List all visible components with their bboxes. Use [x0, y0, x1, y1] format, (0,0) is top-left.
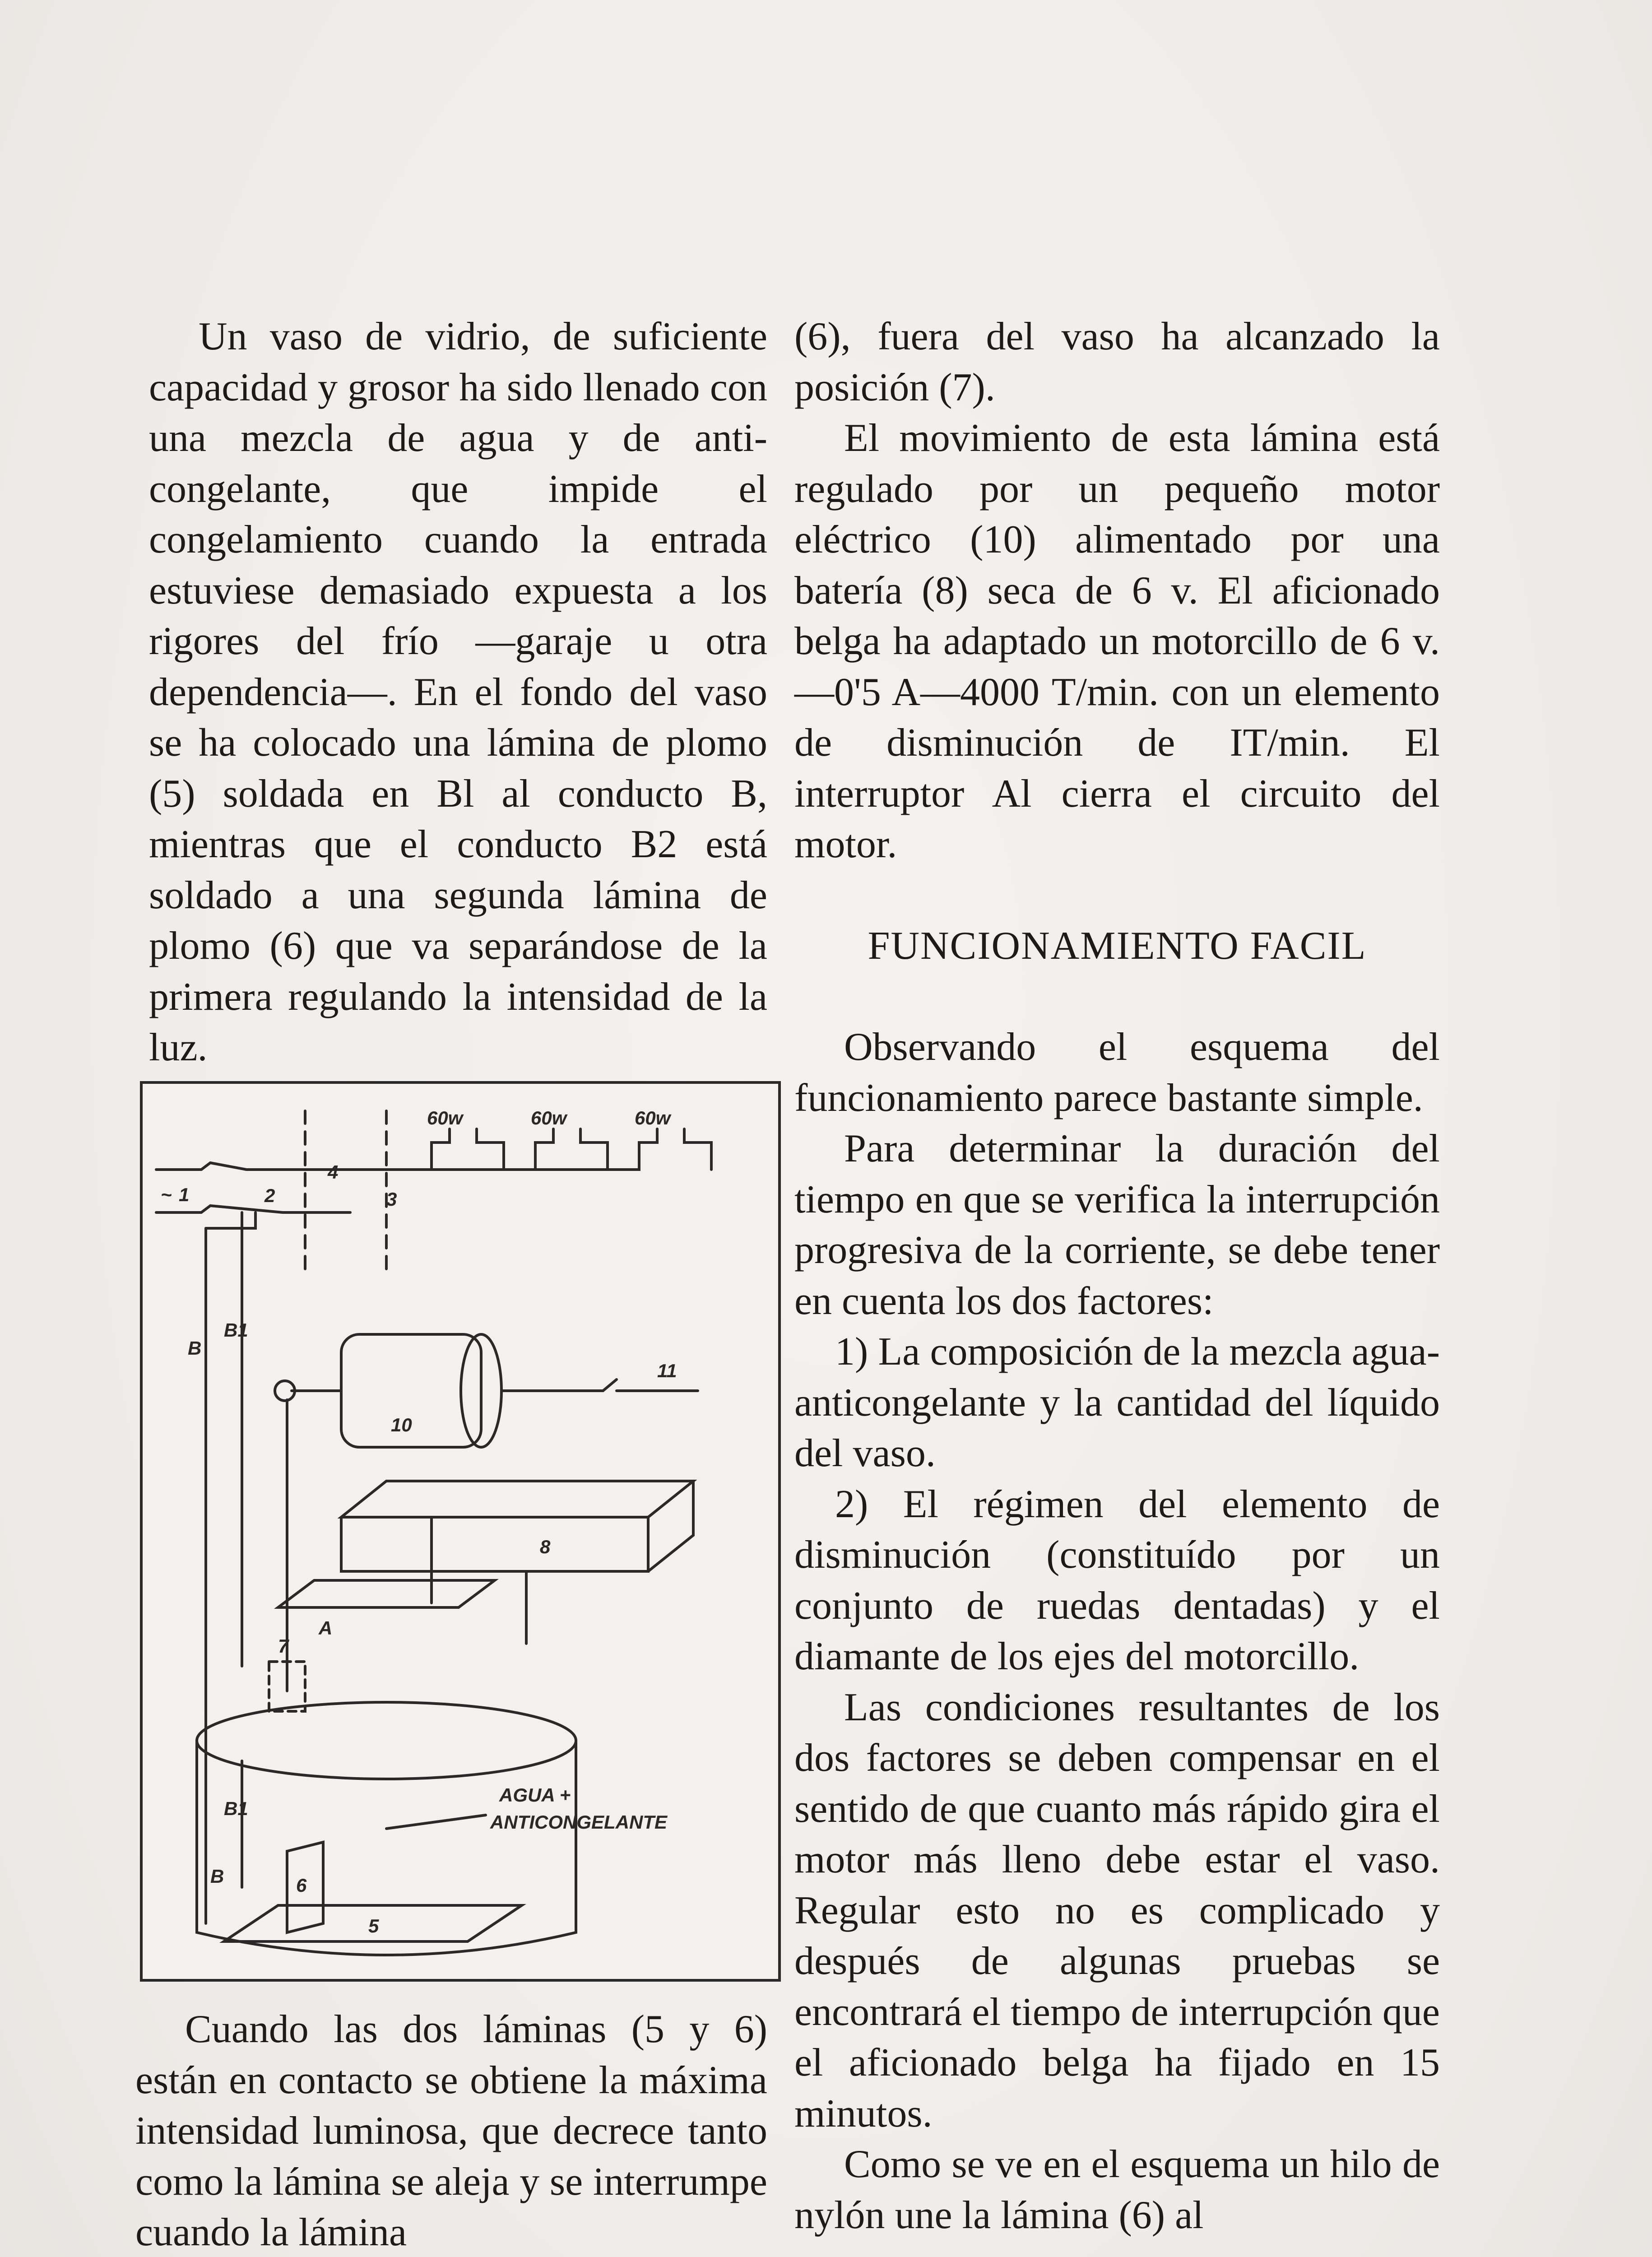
right-paragraph-1: (6), fuera del vaso ha alcanzado la posición (7). — [794, 315, 1440, 409]
label-tilde: ~ — [161, 1184, 172, 1205]
label-agua: AGUA + — [499, 1784, 571, 1806]
mains-wire-bottom — [156, 1206, 350, 1212]
circuit-diagram-svg — [143, 1084, 778, 1979]
left-column — [149, 311, 767, 1073]
label-a: A — [319, 1617, 333, 1639]
label-anticongelante: ANTICONGELANTE — [490, 1811, 667, 1833]
label-b: B — [188, 1337, 202, 1359]
label-2: 2 — [265, 1185, 275, 1206]
list-item-1: 1) La composición de la mezcla agua-anticongelante y la cantidad del líquido del vaso. — [794, 1330, 1440, 1475]
plate-3d — [278, 1580, 495, 1607]
label-lamp-1: 60w — [427, 1107, 463, 1128]
battery-box — [341, 1481, 693, 1571]
label-10: 10 — [391, 1414, 412, 1435]
label-1: 1 — [179, 1184, 190, 1205]
label-7: 7 — [278, 1635, 289, 1657]
label-b1-jar: B1 — [224, 1798, 248, 1819]
right-paragraph-3: Observando el esquema del funcionamiento parece bastante simple. — [794, 1025, 1440, 1120]
motor-to-switch — [501, 1379, 617, 1391]
lamp-branch-1 — [432, 1129, 450, 1170]
label-5: 5 — [368, 1915, 379, 1937]
right-paragraph-4: Para determinar la duración del tiempo en que se verifica la interrupción progresiva de la corriente, se debe tener en cuenta los dos factores: — [794, 1127, 1440, 1323]
jar-top — [197, 1702, 576, 1779]
left-column-bottom — [135, 2004, 767, 2257]
label-4: 4 — [328, 1161, 339, 1183]
right-column — [794, 311, 1440, 2241]
right-paragraph-2: El movimiento de esta lámina está regulado por un pequeño motor eléctrico (10) alimentado por una batería (8) seca de 6 v. El aficionado belga ha adaptado un motorcillo de 6 v.—0'5 A—4000 T/min. con un elemento de disminución de IT/min. El interruptor Al cierra el circuito del motor. — [794, 416, 1440, 866]
conductor-b-top — [206, 1212, 255, 1228]
label-3: 3 — [386, 1189, 397, 1210]
label-6: 6 — [296, 1875, 307, 1896]
right-paragraph-6: Como se ve en el esquema un hilo de nylón une la lámina (6) al — [794, 2142, 1440, 2237]
label-8: 8 — [540, 1536, 551, 1557]
left-paragraph-2: Cuando las dos láminas (5 y 6) están en contacto se obtiene la máxima intensidad luminosa, que decrece tanto como la lámina se aleja y se interrumpe cuando la lámina — [135, 2007, 767, 2254]
circuit-diagram — [140, 1081, 781, 1982]
right-paragraph-5: Las condiciones resultantes de los dos factores se deben compensar en el sentido de que cuanto más rápido gira el motor más lleno debe estar el vaso. Regular esto no es complicado y después de algunas pruebas se encontrará el tiempo de interrupción que el aficionado belga ha fijado en 15 minutos. — [794, 1685, 1440, 2136]
left-paragraph-1: Un vaso de vidrio, de suficiente capacidad y grosor ha sido llenado con una mezcla de agua y de anti-congelante, que impide el congelamiento cuando la entrada estuviese demasiado expuesta a los rigores del frío —garaje u otra dependencia—. En el fondo del vaso se ha colocado una lámina de plomo (5) soldada en Bl al conducto B, mientras que el conducto B2 está soldado a una segunda lámina de plomo (6) que va separándose de la primera regulando la intensidad de la luz. — [149, 315, 767, 1069]
label-11: 11 — [657, 1360, 677, 1381]
label-pointer — [386, 1815, 486, 1829]
section-heading: FUNCIONAMIENTO FACIL — [868, 924, 1367, 968]
label-b1: B1 — [224, 1319, 248, 1341]
mains-wire-top — [156, 1163, 432, 1170]
list-item-2: 2) El régimen del elemento de disminución (constituído por un conjunto de ruedas dentadas) y el diamante de los ejes del motorcillo. — [794, 1482, 1440, 1678]
label-b-jar: B — [210, 1866, 224, 1887]
lamp-return — [477, 1129, 711, 1170]
label-lamp-3: 60w — [635, 1107, 671, 1128]
label-lamp-2: 60w — [531, 1107, 567, 1128]
